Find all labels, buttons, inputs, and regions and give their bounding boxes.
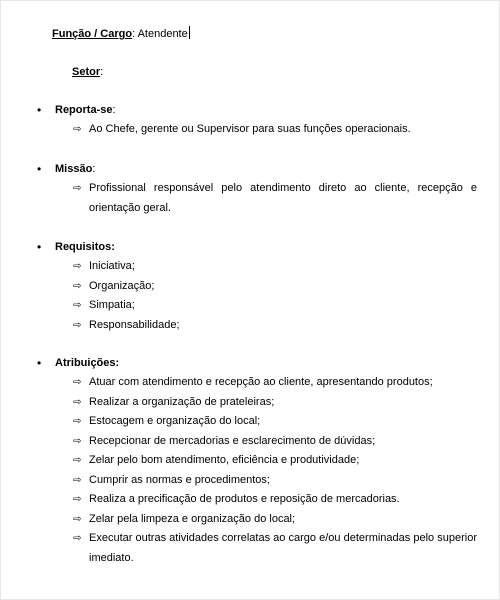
list-item-text: Ao Chefe, gerente ou Supervisor para suas funções operacionais. <box>89 123 411 135</box>
list-item <box>37 120 477 140</box>
list-item-text: Executar outras atividades correlatas ao cargo e/ou determinadas pelo superior imediato. <box>89 532 477 564</box>
section-separator: : <box>92 163 96 175</box>
list-item <box>37 471 477 491</box>
list-item-text: Estocagem e organização do local; <box>89 415 261 427</box>
setor-line <box>72 66 103 78</box>
list-item <box>37 490 477 510</box>
funcao-cargo-separator: : <box>132 28 136 40</box>
list-missao <box>37 179 477 218</box>
list-requisitos <box>37 257 477 335</box>
arrow-right-icon: ⇨ <box>73 435 82 447</box>
list-item <box>37 393 477 413</box>
list-item-text: Iniciativa; <box>89 260 135 272</box>
section-requisitos <box>37 238 477 335</box>
list-item <box>37 257 477 277</box>
bullet-icon: • <box>37 162 42 176</box>
list-item <box>37 432 477 452</box>
list-item <box>37 529 477 568</box>
funcao-cargo-value: Atendente <box>135 28 188 40</box>
setor-label: Setor <box>72 66 101 78</box>
list-item <box>37 373 477 393</box>
arrow-right-icon: ⇨ <box>73 183 82 194</box>
section-atribuicoes <box>37 354 477 568</box>
section-title-missao: Missão <box>55 163 93 175</box>
section-title-atribuicoes: Atribuições: <box>55 357 120 369</box>
arrow-right-icon: ⇨ <box>73 533 82 544</box>
list-atribuicoes <box>37 373 477 568</box>
list-item-text: Cumprir as normas e procedimentos; <box>89 473 270 486</box>
list-item <box>37 316 477 336</box>
list-item-text: Zelar pelo bom atendimento, eficiência e produtividade; <box>89 454 360 466</box>
bullet-icon: • <box>37 240 42 254</box>
arrow-right-icon: ⇨ <box>73 280 82 292</box>
arrow-right-icon: ⇨ <box>73 474 82 486</box>
arrow-right-icon: ⇨ <box>73 124 82 135</box>
list-item-text: Zelar pela limpeza e organização do local; <box>89 512 296 525</box>
section-title-reporta-se: Reporta-se <box>55 104 113 116</box>
arrow-right-icon: ⇨ <box>73 261 82 272</box>
funcao-cargo-label: Função / Cargo <box>52 28 133 40</box>
arrow-right-icon: ⇨ <box>73 300 82 311</box>
arrow-right-icon: ⇨ <box>73 513 82 525</box>
section-missao <box>37 160 477 218</box>
list-reporta-se <box>37 120 477 140</box>
arrow-right-icon: ⇨ <box>73 494 82 505</box>
funcao-cargo-line <box>52 26 190 40</box>
list-item <box>37 510 477 530</box>
arrow-right-icon: ⇨ <box>73 377 82 388</box>
arrow-right-icon: ⇨ <box>73 396 82 408</box>
section-separator: : <box>112 104 116 116</box>
bullet-icon: • <box>37 356 42 370</box>
list-item <box>37 451 477 471</box>
arrow-right-icon: ⇨ <box>73 455 82 466</box>
arrow-right-icon: ⇨ <box>73 416 82 427</box>
setor-separator: : <box>100 66 104 78</box>
list-item-text: Atuar com atendimento e recepção ao cliente, apresentando produtos; <box>89 376 433 388</box>
list-item <box>37 179 477 218</box>
section-title-requisitos: Requisitos: <box>55 241 115 253</box>
section-reporta-se <box>37 101 477 140</box>
list-item-text: Recepcionar de mercadorias e esclarecimento de dúvidas; <box>89 434 376 447</box>
list-item-text: Responsabilidade; <box>89 318 180 331</box>
list-item <box>37 277 477 297</box>
list-item <box>37 412 477 432</box>
list-item-text: Simpatia; <box>89 299 135 311</box>
list-item <box>37 296 477 316</box>
list-item-text: Realiza a precificação de produtos e reposição de mercadorias. <box>89 493 400 505</box>
list-item-text: Realizar a organização de prateleiras; <box>89 395 275 408</box>
list-item-text: Profissional responsável pelo atendimento direto ao cliente, recepção e orientação geral. <box>89 182 477 214</box>
arrow-right-icon: ⇨ <box>73 319 82 331</box>
bullet-icon: • <box>37 103 42 117</box>
list-item-text: Organização; <box>89 279 155 292</box>
text-cursor <box>189 26 190 39</box>
